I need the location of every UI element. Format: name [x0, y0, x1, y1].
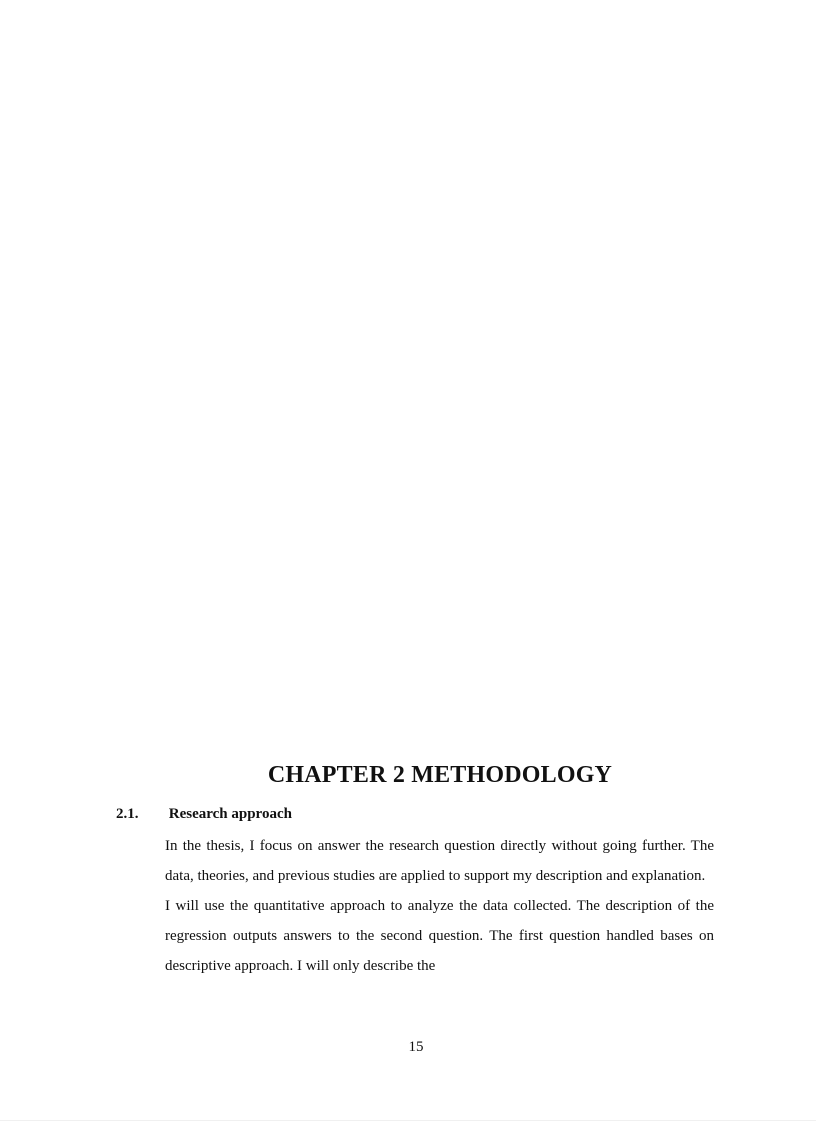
chapter-title: CHAPTER 2 METHODOLOGY: [267, 762, 613, 788]
body-text: [165, 831, 714, 981]
page-number: 15: [408, 1039, 424, 1055]
section-number: 2.1.: [116, 806, 139, 822]
page-bottom-divider: [0, 1120, 816, 1121]
section-title: Research approach: [168, 806, 292, 822]
paragraph-2: I will use the quantitative approach to analyze the data collected. The description of the regression outputs answers to the second question. The first question handled bases on descriptive approach. I will only describe the: [165, 898, 714, 974]
paragraph-1: In the thesis, I focus on answer the research question directly without going further. The data, theories, and previous studies are applied to support my description and explanation.: [165, 838, 714, 884]
section-heading: [116, 806, 292, 823]
